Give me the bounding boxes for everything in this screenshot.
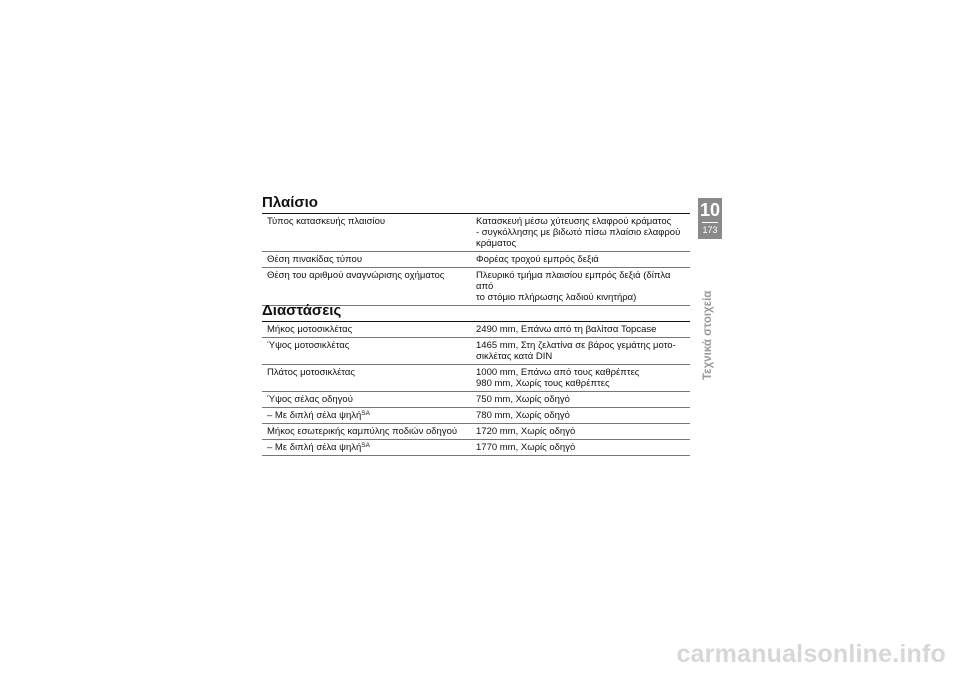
spec-label: Τύπος κατασκευής πλαισίου [267,216,386,227]
spec-value: 1770 mm, Χωρίς οδηγό [476,442,576,453]
spec-label: Μήκος εσωτερικής καμπύλης ποδιών οδηγού [267,426,458,437]
chapter-side-label: Τεχνικά στοιχεία [702,290,714,380]
table-row [262,252,690,268]
dimensions-spec-table [262,321,690,456]
spec-value: 750 mm, Χωρίς οδηγό [476,394,570,405]
option-sa-marker: SA [361,410,370,417]
spec-label-option [262,442,474,453]
table-row [262,268,690,306]
table-row [262,392,690,408]
spec-label: Ύψος σέλας οδηγού [267,394,353,405]
option-sa-marker: SA [361,442,370,449]
spec-value: 1465 mm, Στη ζελατίνα σε βάρος γεμάτης μοτο- σικλέτας κατά DIN [476,340,676,362]
watermark: carmanualsonline.info [676,640,946,668]
section-title-dimensions: Διαστάσεις [262,302,342,319]
table-row [262,213,690,252]
table-row [262,440,690,456]
table-row [262,321,690,338]
table-row [262,408,690,424]
spec-value: 1000 mm, Επάνω από τους καθρέπτες 980 mm, Χωρίς τους καθρέπτες [476,367,640,389]
section-title-chassis: Πλαίσιο [262,194,318,211]
spec-label-text: – Με διπλή σέλα ψηλή [267,442,362,453]
spec-label: Μήκος μοτοσικλέτας [267,324,353,335]
spec-label: Θέση πινακίδας τύπου [267,254,363,265]
spec-value: 780 mm, Χωρίς οδηγό [476,410,570,421]
spec-value: Κατασκευή μέσω χύτευσης ελαφρού κράματος - συγκόλλησης με βιδωτό πίσω πλαίσιο ελαφρού κράματος [476,216,681,249]
page-number: 173 [702,225,718,235]
chassis-spec-table [262,213,690,306]
table-row [262,338,690,365]
spec-value: 2490 mm, Επάνω από τη βαλίτσα Topcase [476,324,657,335]
chapter-number: 10 [699,200,721,220]
spec-value: Φορέας τροχού εμπρός δεξιά [476,254,599,265]
spec-label-text: – Με διπλή σέλα ψηλή [267,410,362,421]
spec-label-option [262,410,474,421]
spec-label: Θέση του αριθμού αναγνώρισης οχήματος [267,270,445,281]
spec-value: 1720 mm, Χωρίς οδηγό [476,426,576,437]
table-row [262,365,690,392]
spec-value: Πλευρικό τμήμα πλαισίου εμπρός δεξιά (δίπλα από το στόμιο πλήρωσης λαδιού κινητήρα) [476,270,671,303]
spec-label: Ύψος μοτοσικλέτας [267,340,350,351]
table-row [262,424,690,440]
chapter-badge [698,198,722,239]
spec-label: Πλάτος μοτοσικλέτας [267,367,356,378]
chapter-divider [702,222,718,223]
